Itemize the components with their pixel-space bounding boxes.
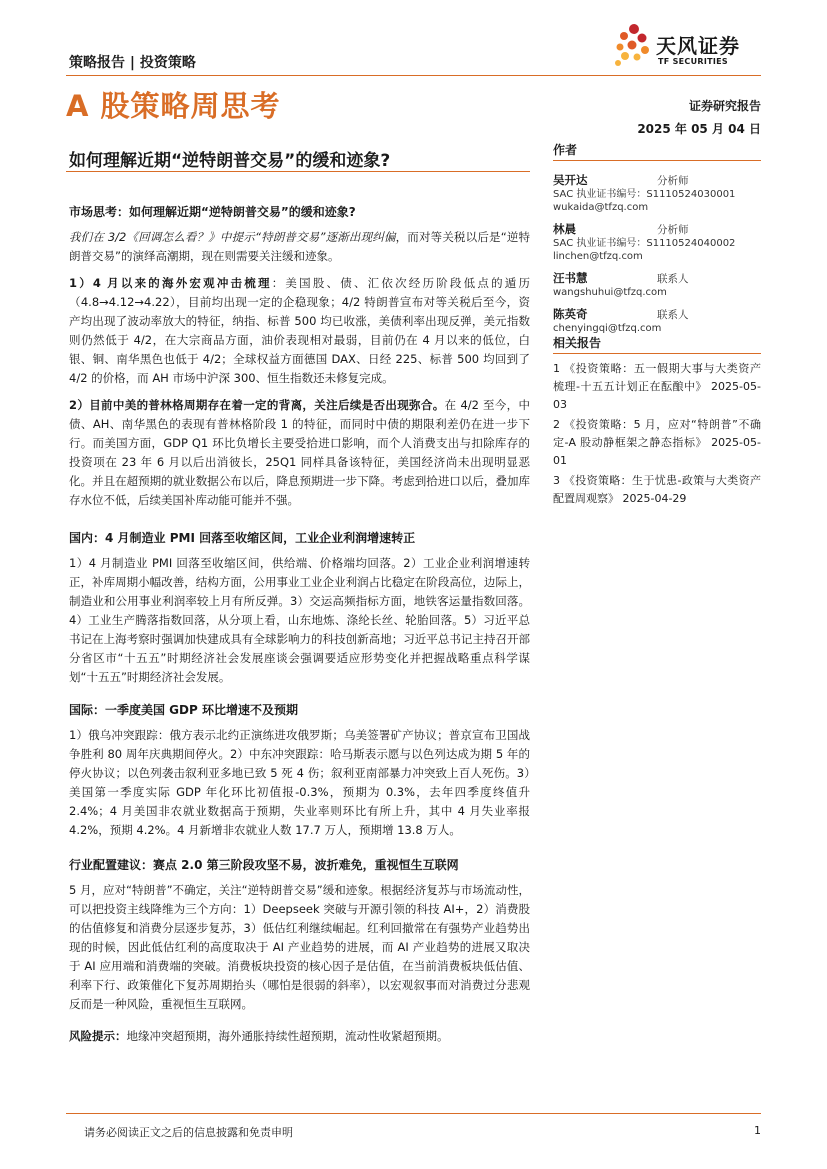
international-body: 1）俄乌冲突跟踪：俄方表示北约正演练进攻俄罗斯；乌美签署矿产协议；普京宣布卫国战争胜利 80 周年庆典期间停火。2）中东冲突跟踪：哈马斯表示愿与以色列达成为期 5 年的停火协议；以色列袭击叙利亚多地已致 5 死 4 伤；叙利亚南部暴力冲突致上百人死伤。3）美国第一季度实际 GDP 年化环比初值报-0.3%，预期为 0.3%，去年四季度终值升 2.4%；4 月美国非农就业数据高于预期，失业率则环比有所上升，其中 4 月失业率报 4.2%，预期 4.2%。4 月新增非农就业人数 17.7 万人，预期增 13.8 万人。	[69, 728, 530, 837]
section-domestic	[69, 529, 530, 687]
logo-name: 天风证券	[656, 34, 740, 58]
section-heading: 市场思考：如何理解近期“逆特朗普交易”的缓和迹象?	[69, 205, 356, 219]
industry-body: 5 月，应对“特朗普”不确定，关注“逆特朗普交易”缓和迹象。根据经济复苏与市场流动性，可以把投资主线降维为三个方向：1）Deepseek 突破与开源引领的科技 AI+，2）消费股的估值修复和消费分层逐步复苏，3）低估红利继续崛起。红利回撤常在有强势产业趋势出现的时候，因此低估红利的高度取决于 AI 产业趋势的进展，而 AI 产业趋势的进展又取决于 AI 应用端和消费端的突破。消费板块投资的核心因子是估值，在当前消费板块低估值、利率下行、政策催化下复苏周期抬头（哪怕是很弱的斜率），以宏观叙事而对消费过分悲观反而是一种风险，重视恒生互联网。	[69, 883, 530, 1011]
author-role: 联系人	[657, 273, 689, 285]
author-card	[553, 303, 761, 335]
footer-divider	[66, 1113, 761, 1114]
company-logo	[612, 23, 762, 69]
market-point-2	[69, 396, 530, 510]
section-heading: 国际：一季度美国 GDP 环比增速不及预期	[69, 703, 298, 717]
related-report[interactable]: 3 《投资策略：生于忧患-政策与大类资产配置周观察》 2025-04-29	[553, 474, 761, 505]
report-date: 2025 年 05 月 04 日	[637, 122, 761, 136]
logo-english: TF SECURITIES	[658, 57, 728, 66]
section-heading: 行业配置建议：赛点 2.0 第三阶段攻坚不易，波折难免，重视恒生互联网	[69, 858, 459, 872]
author-card	[553, 267, 761, 299]
point-2-body: 在 4/2 至今，中债、AH、南华黑色的表现有普林格阶段 1 的特征，而同时中债的期限利差仍在进一步下行。而美国方面，GDP Q1 环比负增长主要受拾进口影响，而个人消费支出与扣除库存的投资项在 23 年 6 月以后出消彼长，25Q1 同样具备该特征，美国经济尚未出现明显恶化。并且在超预期的就业数据公布以后，降息预期进一步下降。考虑到拾进口以后，叠加库存水位不低，后续美国补库动能可能并不强。	[69, 398, 530, 507]
section-risk	[69, 1027, 530, 1046]
intro-rest: ，而对等关税以后是“逆特朗普交易”的演绎高潮期，现在则需要关注缓和迹象。	[69, 230, 530, 263]
market-point-1	[69, 274, 530, 388]
author-email[interactable]: chenyingqi@tfzq.com	[553, 323, 662, 334]
point-1-body: ：美国股、债、汇依次经历阶段低点的遁历（4.8→4.12→4.22），目前均出现一定的企稳现象；4/2 特朗普宣布对等关税后至今，资产均出现了波动率放大的特征，纳指、标普 500 均已收涨，美债利率出现反弹，美元指数则仍然低于 4/2，在大宗商品方面，油价表现相对最弱，目前仍在 4 月以来的低位，白银、铜、南华黑色也低于 4/2；全球权益方面德国 DAX、日经 225、标普 500 均回到了 4/2 的价格，而 AH 市场中沪深 300、恒生指数还未修复完成。	[69, 276, 530, 385]
report-title: A 股策略周思考	[66, 89, 281, 123]
risk-label: 风险提示：	[69, 1029, 127, 1043]
header-divider	[66, 75, 761, 76]
related-report[interactable]: 2 《投资策略：5 月，应对“特朗普”不确定-A 股动静框架之静态指标》 2025-05-01	[553, 418, 761, 467]
author-role: 分析师	[657, 175, 689, 187]
author-name: 林晨	[553, 222, 576, 236]
authors-title: 作者	[553, 141, 761, 161]
section-market	[69, 203, 530, 510]
author-email[interactable]: wangshuhui@tfzq.com	[553, 287, 667, 298]
section-industry	[69, 856, 530, 1014]
author-name: 汪书慧	[553, 271, 588, 285]
domestic-body: 1）4 月制造业 PMI 回落至收缩区间，供给端、价格端均回落。2）工业企业利润增速转正，补库周期小幅改善，结构方面，公用事业工业企业利润占比稳定在阶段高位，边际上，制造业和公用事业利润率较上月有所反弹。3）交运高频指标方面，地铁客运量指数回落。4）工业生产腾落指数回落，从分项上看，山东地炼、涤纶长丝、轮胎回落。5）习近平总书记在上海考察时强调加快建成具有全球影响力的科技创新高地；习近平总书记主持召开部分省区市“十五五”时期经济社会发展座谈会强调要适应形势变化并把握战略重点科学谋划“十五五”时期经济社会发展。	[69, 556, 530, 684]
author-card	[553, 218, 761, 263]
footer-disclaimer: 请务必阅读正文之后的信息披露和免责申明	[84, 1126, 293, 1139]
author-role: 联系人	[657, 309, 689, 321]
author-role: 分析师	[657, 224, 689, 236]
sidebar-authors	[553, 141, 761, 335]
author-cert: SAC 执业证书编号：S1110524040002	[553, 238, 736, 249]
intro-italic: 我们在 3/2《回调怎么看？》中提示“特朗普交易”逐渐出现纠偏	[69, 230, 396, 244]
author-name: 吴开达	[553, 173, 588, 187]
point-1-heading: 1）4 月以来的海外宏观冲击梳理	[69, 276, 272, 290]
logo-mark-icon	[612, 23, 654, 69]
subtitle-divider	[66, 171, 530, 172]
sidebar-related	[553, 334, 761, 508]
section-heading: 国内：4 月制造业 PMI 回落至收缩区间，工业企业利润增速转正	[69, 531, 416, 545]
report-category: 策略报告 | 投资策略	[69, 55, 196, 71]
related-title: 相关报告	[553, 334, 761, 354]
market-intro	[69, 228, 530, 266]
risk-body: 地缘冲突超预期，海外通胀持续性超预期，流动性收紧超预期。	[126, 1029, 449, 1043]
author-name: 陈英奇	[553, 307, 588, 321]
page-number: 1	[754, 1124, 761, 1137]
related-report[interactable]: 1 《投资策略：五一假期大事与大类资产梳理-十五五计划正在酝酿中》 2025-05-03	[553, 362, 761, 411]
author-email[interactable]: wukaida@tfzq.com	[553, 202, 649, 213]
author-card	[553, 169, 761, 214]
point-2-heading: 2）目前中美的普林格周期存在着一定的背离，关注后续是否出现弥合。	[69, 398, 445, 412]
author-email[interactable]: linchen@tfzq.com	[553, 251, 643, 262]
report-type: 证券研究报告	[688, 99, 761, 113]
author-cert: SAC 执业证书编号：S1110524030001	[553, 189, 736, 200]
report-subtitle: 如何理解近期“逆特朗普交易”的缓和迹象?	[69, 151, 391, 171]
section-international	[69, 701, 530, 840]
